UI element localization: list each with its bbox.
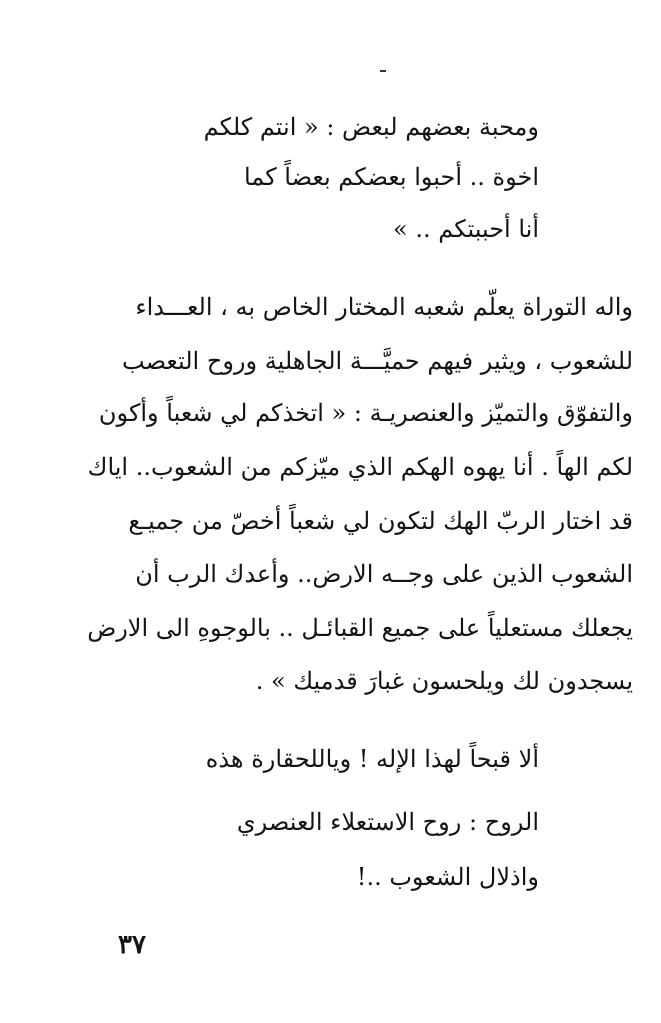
closing-line-2: الروح : روح الاستعلاء العنصري [236, 808, 539, 836]
paragraph-line-8: يسجدون لك ويلحسون غبارَ قدميك » . [255, 667, 633, 695]
paragraph-line-3: والتفوّق والتميّز والعنصريـة : « اتخذكم لي شعباً وأكون [98, 399, 633, 427]
closing-line-1: ألا قبحاً لهذا الإله ! وياللحقارة هذه [205, 745, 539, 773]
paragraph-line-7: يجعلك مستعلياً على جميع القبائـل .. بالوجوهِ الى الارض [87, 614, 633, 642]
paragraph-line-5: قد اختار الربّ الهك لتكون لي شعباً أخصّ من جميـع [128, 507, 633, 535]
paragraph-line-6: الشعوب الذين على وجــه الارض.. وأعدك الرب أن [135, 560, 633, 588]
closing-line-3: واذلال الشعوب ..! [356, 863, 539, 891]
paragraph-line-1: واله التوراة يعلّم شعبه المختار الخاص به ، العـــداء [135, 293, 633, 321]
quote-line-1: ومحبة بعضهم لبعض : « انتم كلكم [203, 113, 539, 141]
quote-line-3: أنا أحببتكم .. » [393, 215, 539, 243]
quote-line-2: اخوة .. أحبوا بعضكم بعضاً كما [244, 163, 539, 191]
top-ink-mark [380, 70, 386, 72]
paragraph-line-2: للشعوب ، ويثير فيهم حميَّـــة الجاهلية وروح التعصب [122, 347, 633, 375]
page-number: ٣٧ [118, 930, 146, 960]
paragraph-line-4: لكم الهاً . أنا يهوه الهكم الذي ميّزكم من الشعوب.. اياك [87, 453, 633, 481]
